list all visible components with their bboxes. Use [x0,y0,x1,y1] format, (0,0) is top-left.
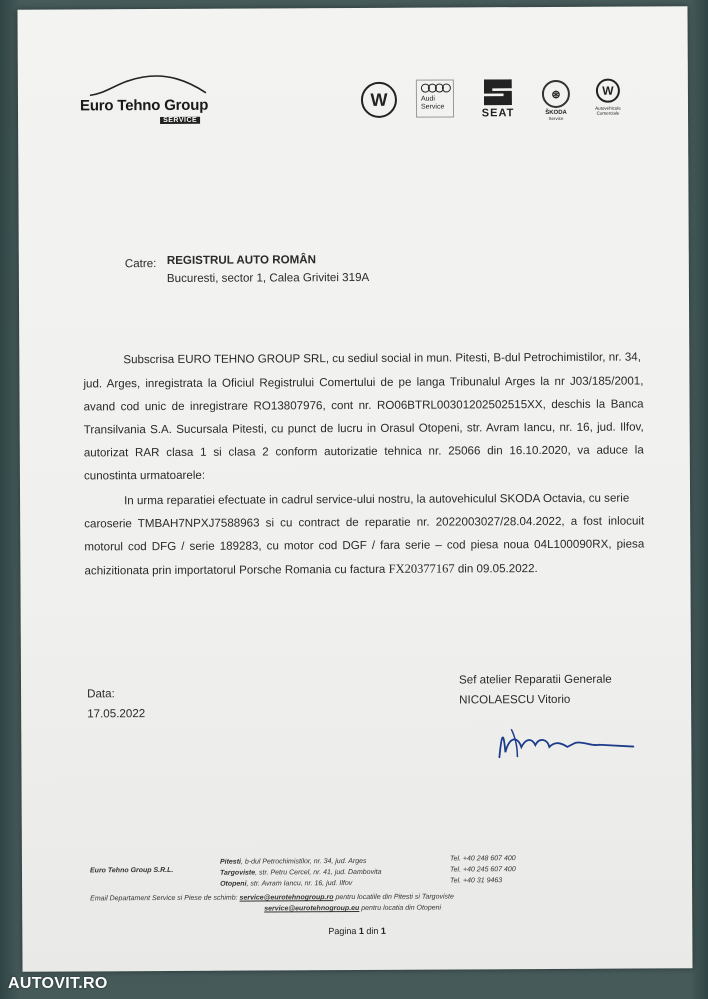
seat-logo-label: SEAT [481,107,515,120]
body-line: Subscrisa EURO TEHNO GROUP SRL, cu sediul social in mun. Pitesti, B-dul Petrochimistilor, nr. 34, [123,350,641,367]
date-label: Data: [87,687,115,701]
audi-logo-icon [416,79,454,117]
body-line: autorizat RAR clasa 1 si clasa 2 conform autorizatie tehnica nr. 25066 din 16.10.2020, va aduce la [83,443,644,460]
body-line: jud. Arges, inregistrata la Oficiul Registrului Comertului de pe langa Tribunalul Arges la nr J03/185/2001, [83,374,644,391]
footer-email-line: service@eurotehnogroup.eu pentru locatia din Otopeni [264,904,442,913]
footer-phone: Tel. +40 248 607 400 [449,855,516,863]
vw-commercial-logo-icon: W [596,79,620,103]
seat-logo [473,79,523,119]
footer-phone: Tel. +40 31 9463 [450,877,503,885]
skoda-logo-label: ŠKODA [545,109,567,116]
vw-logo-icon: W [361,82,397,118]
invoice-number: FX20377167 [388,561,455,576]
footer-location: Otopeni, str. Avram Iancu, nr. 16, jud. Ilfov [220,880,353,888]
body-line: avand cod unic de inregistrare RO13807976, cont nr. RO06BTRL00301202502515XX, deschis la Banca [83,397,644,414]
footer-location: Pitesti, b-dul Petrochimistilor, nr. 34, jud. Arges [219,857,367,866]
company-logo-sub: SERVICE [160,117,200,124]
vw-logo [361,82,397,118]
footer-email-line: Email Departament Service si Piese de schimb: service@eurotehnogroup.ro pentru locatiile din Pitesti si Targoviste [90,893,454,903]
company-logo-title: Euro Tehno Group [79,96,209,115]
document-page [17,6,692,971]
body-line: In urma reparatiei efectuate in cadrul service-ului nostru, la autovehiculul SKODA Octavia, cu serie [124,491,630,508]
footer-company: Euro Tehno Group S.R.L. [89,866,174,875]
vw-commercial-label: Autovehicule Comerciale [595,105,621,116]
recipient-prefix: Catre: [124,257,157,271]
recipient-address: Bucuresti, sector 1, Calea Grivitei 319A [166,270,370,285]
signature-icon [491,707,641,768]
body-line: motorul cod DFG / serie 189283, cu motor cod DGF / fara serie – cod piesa noua 04L100090RX, piesa [84,537,645,554]
email-link[interactable]: service@eurotehnogroup.eu [264,904,360,913]
body-line: Transilvania S.A. Sucursala Pitesti, cu punct de lucru in Orasul Otopeni, str. Avram Iancu, nr. 16, jud. Ilfov, [83,420,644,437]
email-link[interactable]: service@eurotehnogroup.ro [239,894,334,902]
car-outline-icon [88,73,208,98]
recipient-name: REGISTRUL AUTO ROMÂN [166,253,317,267]
page-number: Pagina 1 din 1 [328,925,386,937]
watermark: AUTOVIT.RO [8,975,108,992]
footer-phone: Tel. +40 245 607 400 [449,866,516,874]
vw-commercial-logo [586,79,630,116]
body-line: cunostinta urmatoarele: [83,468,206,483]
seat-logo-icon [484,79,512,105]
date-value: 17.05.2022 [87,707,146,721]
signatory-name: NICOLAESCU Vitorio [459,692,571,707]
skoda-logo-icon: ⊛ [542,80,570,108]
skoda-logo [536,80,576,121]
skoda-logo-sub: Service [548,115,564,121]
audi-service-label: Audi Service [420,95,445,111]
audi-logo [416,79,454,117]
signatory-title: Sef atelier Reparatii Generale [458,672,612,687]
body-line: achizitionata prin importatorul Porsche Romania cu factura FX20377167 din 09.05.2022. [84,561,538,578]
body-line: caroserie TMBAH7NPXJ7588963 si cu contract de reparatie nr. 2022003027/28.04.2022, a fost inlocuit [84,514,645,531]
footer-location: Targoviste, str. Petru Cercel, nr. 41, jud. Dambovita [219,868,382,877]
